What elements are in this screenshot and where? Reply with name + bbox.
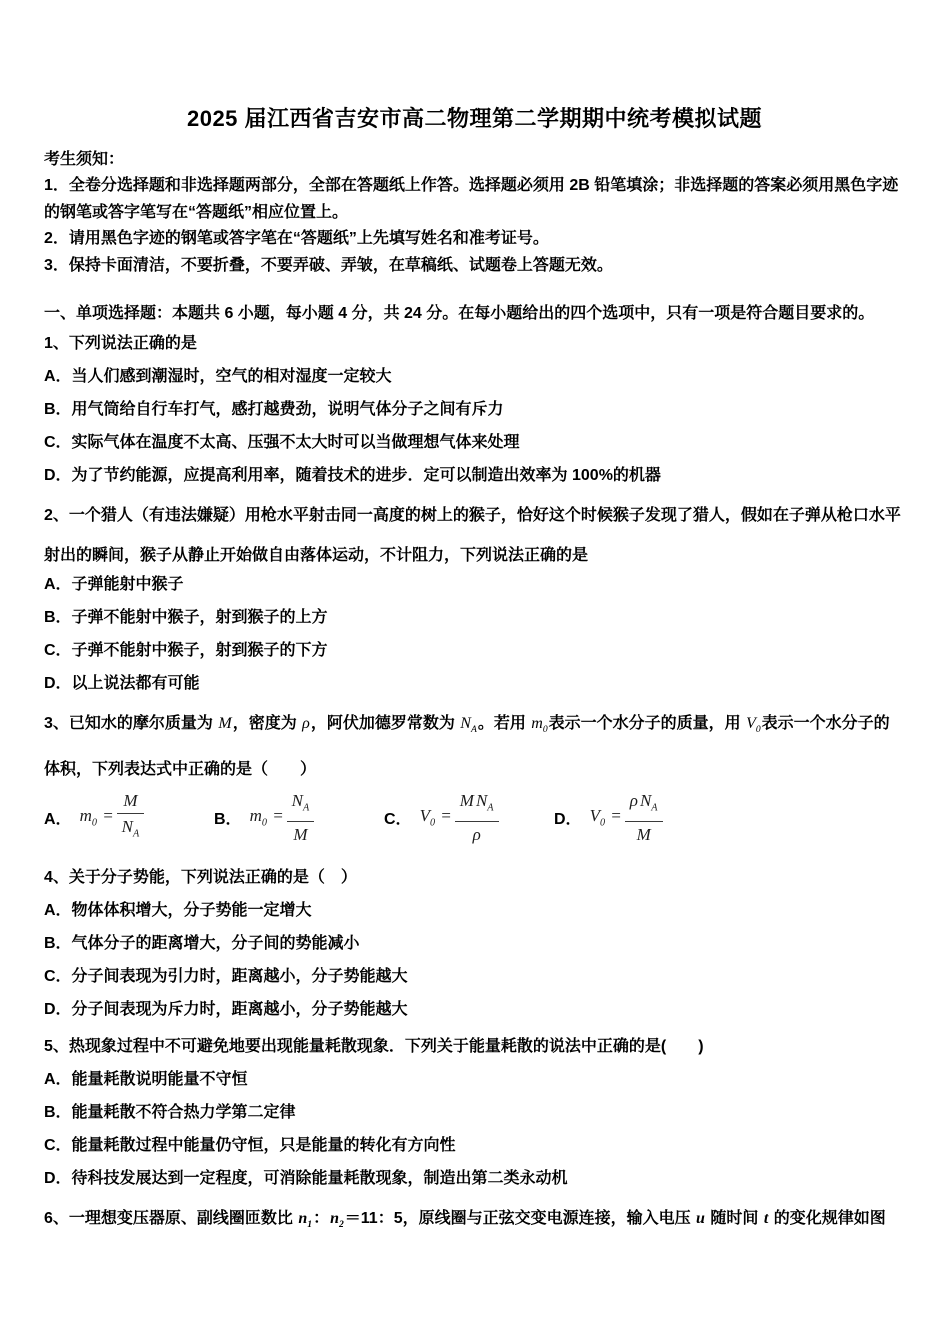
answer-option: D．以上说法都有可能 (44, 675, 200, 692)
answer-option: C．能量耗散过程中能量仍守恒，只是能量的转化有方向性 (44, 1136, 456, 1154)
math-variable: u (696, 1209, 705, 1227)
answer-option: C．分子间表现为引力时，距离越小，分子势能越大 (44, 967, 408, 985)
answer-option: C．子弹不能射中猴子，射到猴子的下方 (44, 642, 328, 659)
answer-option: D．待科技发展达到一定程度，可消除能量耗散现象，制造出第二类永动机 (44, 1169, 568, 1187)
math-variable: M (636, 824, 651, 844)
question-stem: 6、一理想变压器原、副线圈匝数比 $n_1$：$n_2=11$：5，原线圈与正弦交变电源连接，输入电压 u 随时间 t 的变化规律如图 (44, 1209, 886, 1230)
option-label: B． (214, 810, 242, 828)
notice-item: 1．全卷分选择题和非选择题两部分，全部在答题纸上作答。选择题必须用 2B 铅笔填涂；非选择题的答案必须用黑色字迹的钢笔或答字笔写在“答题纸”相应位置上。 (44, 177, 899, 221)
fraction (287, 790, 315, 844)
answer-option: A．能量耗散说明能量不守恒 (44, 1070, 248, 1088)
question (44, 496, 905, 700)
math-variable: M (293, 824, 308, 844)
math-variable: t (763, 1209, 769, 1227)
question (44, 861, 905, 1026)
formula: $m_0$ = $\frac{N_A}{M}$ (249, 790, 315, 844)
math-variable: $N_A$ (121, 817, 140, 840)
formula: $V_0$ = $\frac{\rho N_A}{M}$ (589, 790, 663, 844)
math-variable: $V_0$ (746, 715, 761, 736)
answer-option: C．实际气体在温度不太高、压强不太大时可以当做理想气体来处理 (44, 434, 520, 451)
math-variable: $N_A$ (460, 715, 477, 736)
math-variable: $n_2$ (330, 1209, 344, 1230)
math-variable: ρ (629, 791, 638, 811)
question (44, 704, 905, 845)
answer-option: B．子弹不能射中猴子，射到猴子的上方 (44, 609, 328, 626)
math-variable: $V_0$ (589, 806, 606, 829)
math-variable: $N_A$ (475, 791, 494, 814)
answer-option: D．为了节约能源，应提高利用率，随着技术的进步．定可以制造出效率为 100%的机器 (44, 467, 661, 484)
math-variable: M (123, 791, 138, 811)
math-variable: ρ (302, 715, 310, 732)
answer-option: B．能量耗散不符合热力学第二定律 (44, 1103, 296, 1121)
question-stem: 4、关于分子势能，下列说法正确的是（ ） (44, 868, 357, 886)
question (44, 1199, 905, 1245)
option-label: A． (44, 810, 72, 828)
notice-item: 3．保持卡面清洁，不要折叠，不要弄破、弄皱，在草稿纸、试题卷上答题无效。 (44, 256, 613, 274)
question (44, 327, 905, 492)
math-variable: ρ (472, 824, 481, 844)
answer-option: B．气体分子的距离增大，分子间的势能减小 (44, 934, 360, 952)
formula-option (44, 790, 214, 844)
formula: $V_0$ = $\frac{M N_A}{\rho}$ (419, 790, 499, 844)
section-heading: 一、单项选择题：本题共 6 小题，每小题 4 分，共 24 分。在每小题给出的四个选项中，只有一项是符合题目要求的。 (44, 305, 875, 322)
answer-option: A．子弹能射中猴子 (44, 576, 184, 593)
answer-option: A．当人们感到潮湿时，空气的相对湿度一定较大 (44, 368, 392, 385)
formula: $m_0$ = $\frac{M}{N_A}$ (79, 790, 145, 844)
questions-list (44, 327, 905, 1245)
math-variable: $N_A$ (639, 791, 658, 814)
formula-option (214, 790, 384, 844)
option-label: D． (554, 810, 582, 828)
notice-list (44, 173, 905, 279)
answer-option: B．用气筒给自行车打气，感打越费劲，说明气体分子之间有斥力 (44, 401, 504, 418)
question-stem: 2、一个猎人（有违法嫌疑）用枪水平射击同一高度的树上的猴子，恰好这个时候猴子发现了猎人，假如在子弹从枪口水平射出的瞬间，猴子从静止开始做自由落体运动，不计阻力，下列说法正确的是 (44, 507, 901, 564)
answer-option: A．物体体积增大，分子势能一定增大 (44, 901, 312, 919)
math-variable: $N_A$ (291, 791, 310, 814)
page-title: 2025 届江西省吉安市高二物理第二学期期中统考模拟试题 (186, 106, 763, 131)
formula-option (384, 790, 554, 844)
math-variable: M (459, 791, 474, 811)
fraction (117, 790, 145, 844)
math-variable: $V_0$ (419, 806, 436, 829)
fraction (455, 790, 499, 844)
formula-options-row (44, 790, 905, 844)
notice-heading: 考生须知： (44, 151, 125, 168)
formula-option (554, 790, 724, 844)
math-variable: $m_0$ (79, 806, 97, 829)
question-stem: 1、下列说法正确的是 (44, 335, 197, 352)
math-variable: $m_0$ (531, 715, 548, 736)
math-variable: $m_0$ (249, 806, 267, 829)
math-variable: M (218, 715, 232, 732)
fraction (625, 790, 663, 844)
question-stem: 3、已知水的摩尔质量为 M，密度为 ρ，阿伏加德罗常数为 $N_A$。若用 $m_0$表示一个水分子的质量，用 $V_0$表示一个水分子的体积，下列表达式中正确的是（ ） (44, 715, 890, 779)
question-stem: 5、热现象过程中不可避免地要出现能量耗散现象．下列关于能量耗散的说法中正确的是( ) (44, 1037, 704, 1055)
math-variable: $n_1$ (298, 1209, 313, 1230)
notice-item: 2．请用黑色字迹的钢笔或答字笔在“答题纸”上先填写姓名和准考证号。 (44, 230, 549, 247)
answer-option: D．分子间表现为斥力时，距离越小，分子势能越大 (44, 1000, 408, 1018)
question (44, 1030, 905, 1195)
option-label: C． (384, 810, 412, 828)
